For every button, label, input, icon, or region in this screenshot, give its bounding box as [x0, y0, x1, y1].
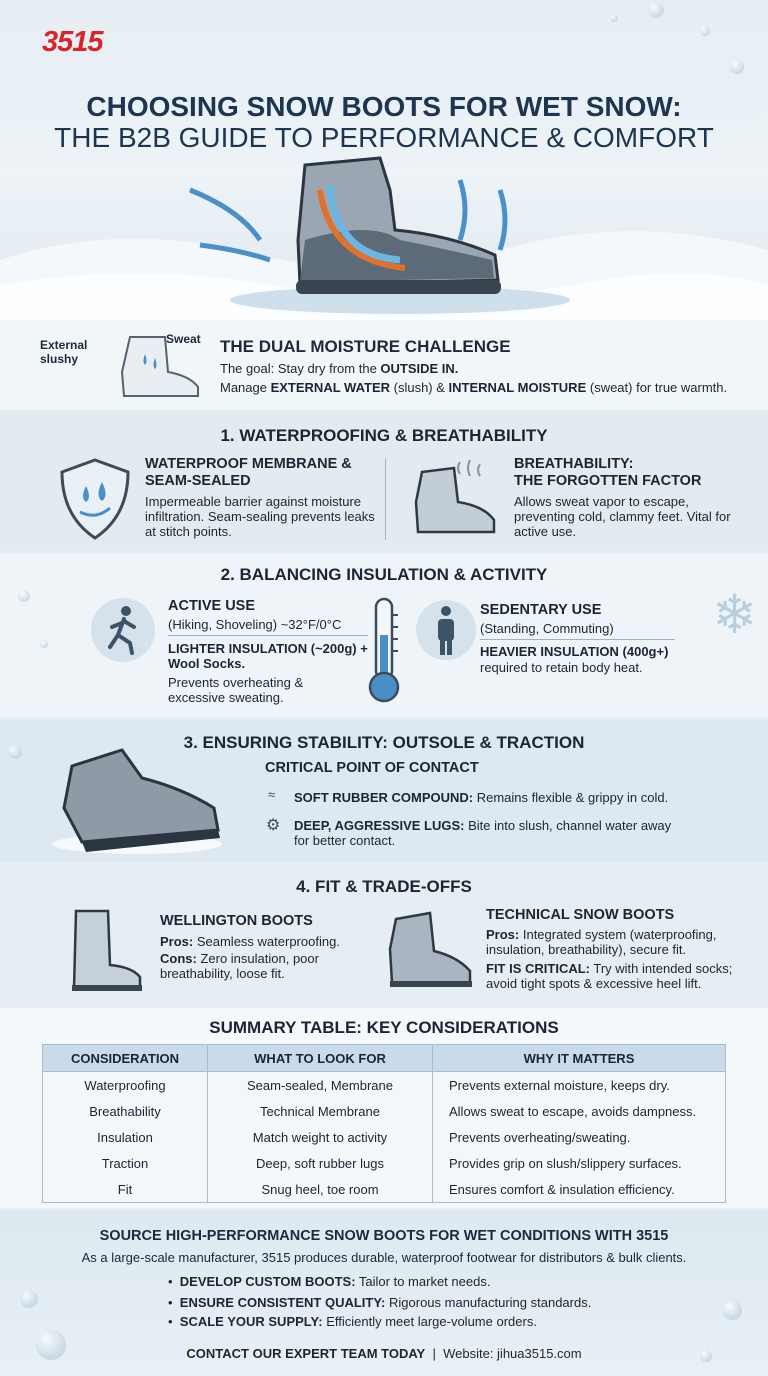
bullet-dot: • — [168, 1274, 180, 1289]
table-cell: Ensures comfort & insulation efficiency. — [433, 1176, 726, 1203]
bullet-3-text: Efficiently meet large-volume orders. — [322, 1314, 537, 1329]
breathability-text: Allows sweat vapor to escape, preventing cold, clammy feet. Vital for active use. — [514, 494, 731, 539]
table-cell: Allows sweat to escape, avoids dampness. — [433, 1098, 726, 1124]
bullet-dot: • — [168, 1295, 180, 1310]
sedentary-text: required to retain body heat. — [480, 660, 643, 675]
bullet-1-text: Tailor to market needs. — [355, 1274, 491, 1289]
sedentary-divider — [480, 639, 675, 640]
water-droplet — [610, 14, 618, 22]
lugs-text: Bite into slush, channel water away — [464, 818, 672, 833]
lugs-bold: DEEP, AGGRESSIVE LUGS: — [294, 818, 465, 833]
active-divider — [168, 635, 368, 636]
sedentary-insulation: HEAVIER INSULATION (400g+) — [480, 644, 669, 659]
water-droplet — [648, 2, 664, 18]
waterproof-membrane-title: WATERPROOF MEMBRANE & SEAM-SEALED — [145, 456, 352, 489]
manage-b: EXTERNAL WATER — [270, 380, 391, 395]
external-slushy-label: External slushy — [40, 338, 88, 366]
section-insulation — [0, 553, 768, 717]
breathability-title-1: BREATHABILITY: — [514, 456, 634, 472]
lugs-gear-icon: ⚙ — [266, 817, 281, 834]
contact-line — [0, 1346, 768, 1361]
table-cell: Fit — [43, 1176, 208, 1203]
wellington-cons-label: Cons: — [160, 951, 197, 966]
column-header: CONSIDERATION — [43, 1045, 208, 1072]
active-use-sub: (Hiking, Shoveling) ~32°F/0°C — [168, 617, 342, 632]
cta-bullet-3 — [168, 1314, 537, 1329]
critical-contact-subheading: CRITICAL POINT OF CONTACT — [265, 760, 479, 776]
boot-outsole-icon — [42, 738, 232, 858]
cta-section — [0, 1210, 768, 1376]
section1-heading: 1. WATERPROOFING & BREATHABILITY — [220, 426, 548, 445]
table-cell: Traction — [43, 1150, 208, 1176]
sweat-label: Sweat — [166, 332, 201, 346]
rubber-compound-bold: SOFT RUBBER COMPOUND: — [294, 790, 474, 805]
manage-a: Manage — [220, 380, 271, 395]
column-header: WHY IT MATTERS — [433, 1045, 726, 1072]
table-row — [43, 1098, 726, 1124]
active-insulation: LIGHTER INSULATION (~200g) + Wool Socks. — [168, 641, 368, 671]
technical-pros-text: Integrated system (waterproofing, insulation, breathability), secure fit. — [486, 927, 717, 957]
bullet-3-bold: SCALE YOUR SUPPLY: — [179, 1314, 323, 1329]
rubber-compound-text: Remains flexible & grippy in cold. — [473, 790, 669, 805]
airflow-arrows-icon — [170, 170, 610, 280]
section-traction — [0, 720, 768, 862]
technical-boot-icon — [384, 907, 476, 993]
section3-heading: 3. ENSURING STABILITY: OUTSOLE & TRACTION — [183, 733, 585, 752]
active-use-title: ACTIVE USE — [168, 598, 256, 614]
breathable-boot-icon — [410, 458, 502, 540]
table-row — [43, 1072, 726, 1099]
summary-heading: SUMMARY TABLE: KEY CONSIDERATIONS — [209, 1018, 559, 1037]
table-cell: Insulation — [43, 1124, 208, 1150]
bullet-2-text: Rigorous manufacturing standards. — [385, 1295, 592, 1310]
water-droplet — [8, 745, 22, 759]
cta-bullet-1 — [168, 1274, 490, 1289]
technical-pros-label: Pros: — [486, 927, 520, 942]
technical-pros — [486, 927, 741, 957]
website-link[interactable]: Website: jihua3515.com — [443, 1346, 582, 1361]
shield-drop-icon — [56, 456, 134, 542]
table-row — [43, 1176, 726, 1203]
active-text: Prevents overheating & excessive sweating. — [168, 675, 304, 705]
section-fit — [0, 865, 768, 1005]
section4-heading: 4. FIT & TRADE-OFFS — [296, 877, 472, 896]
water-droplet — [700, 26, 710, 36]
page-title-line-2: THE B2B GUIDE TO PERFORMANCE & COMFORT — [54, 122, 714, 153]
technical-fit-text: Try with intended socks; avoid tight spots & excessive heel lift. — [486, 961, 733, 991]
water-droplet — [730, 60, 744, 74]
summary-table — [42, 1044, 726, 1203]
goal-text — [220, 361, 458, 376]
wellington-boot-icon — [66, 905, 146, 995]
technical-fit-label: FIT IS CRITICAL: — [486, 961, 590, 976]
water-droplet — [700, 1350, 712, 1362]
wellington-pros-label: Pros: — [160, 934, 194, 949]
table-cell: Prevents external moisture, keeps dry. — [433, 1072, 726, 1099]
cta-bullet-2 — [168, 1295, 591, 1310]
water-droplet — [18, 590, 30, 602]
standing-person-icon — [416, 597, 476, 663]
contact-cta-link[interactable]: CONTACT OUR EXPERT TEAM TODAY — [186, 1346, 426, 1361]
contact-divider: | — [432, 1346, 436, 1361]
table-cell: Provides grip on slush/slippery surfaces. — [433, 1150, 726, 1176]
water-droplet — [36, 1330, 66, 1360]
dual-moisture-heading: THE DUAL MOISTURE CHALLENGE — [220, 337, 511, 356]
brand-logo[interactable]: 3515 — [42, 26, 103, 58]
table-cell: Match weight to activity — [208, 1124, 433, 1150]
hero — [0, 0, 768, 320]
page-title-line-1: CHOOSING SNOW BOOTS FOR WET SNOW: — [86, 91, 682, 122]
table-cell: Deep, soft rubber lugs — [208, 1150, 433, 1176]
wellington-title: WELLINGTON BOOTS — [160, 913, 313, 929]
snowflake-icon: ❄ — [712, 585, 758, 645]
table-cell: Prevents overheating/sweating. — [433, 1124, 726, 1150]
sedentary-use-sub: (Standing, Commuting) — [480, 621, 614, 636]
table-cell: Snug heel, toe room — [208, 1176, 433, 1203]
sedentary-use-title: SEDENTARY USE — [480, 602, 602, 618]
lugs-text-2: for better contact. — [294, 833, 396, 848]
technical-title: TECHNICAL SNOW BOOTS — [486, 907, 675, 923]
column-header: WHAT TO LOOK FOR — [208, 1045, 433, 1072]
goal-prefix: The goal: Stay dry from the — [220, 361, 381, 376]
wellington-cons — [160, 951, 370, 981]
thermometer-icon — [362, 595, 406, 705]
breathability-title-2: THE FORGOTTEN FACTOR — [514, 473, 702, 489]
manage-text — [220, 380, 727, 395]
water-droplet — [722, 1300, 742, 1320]
summary-header-row — [43, 1045, 726, 1072]
rubber-compound-icon: ≈ — [268, 787, 276, 802]
dual-moisture-section — [0, 320, 768, 410]
table-cell: Breathability — [43, 1098, 208, 1124]
technical-fit — [486, 961, 741, 991]
bullet-dot: • — [168, 1314, 180, 1329]
bullet-1-bold: DEVELOP CUSTOM BOOTS: — [179, 1274, 356, 1289]
section1-divider — [385, 458, 386, 540]
table-cell: Technical Membrane — [208, 1098, 433, 1124]
lugs-item — [294, 818, 724, 848]
section2-heading: 2. BALANCING INSULATION & ACTIVITY — [220, 565, 548, 584]
wellington-cons-text: Zero insulation, poor breathability, loose fit. — [160, 951, 319, 981]
wellington-pros — [160, 934, 340, 949]
goal-bold: OUTSIDE IN. — [380, 361, 459, 376]
table-row — [43, 1150, 726, 1176]
rubber-compound-item — [294, 790, 724, 805]
manage-e: (sweat) for true warmth. — [586, 380, 728, 395]
manage-c: (slush) & — [390, 380, 449, 395]
section-waterproofing — [0, 414, 768, 550]
table-cell: Waterproofing — [43, 1072, 208, 1099]
table-cell: Seam-sealed, Membrane — [208, 1072, 433, 1099]
water-droplet — [20, 1290, 38, 1308]
manage-d: INTERNAL MOISTURE — [448, 380, 587, 395]
table-row — [43, 1124, 726, 1150]
cta-intro: As a large-scale manufacturer, 3515 produces durable, waterproof footwear for distributors & bulk clients. — [81, 1250, 687, 1265]
wellington-pros-text: Seamless waterproofing. — [193, 934, 340, 949]
waterproof-membrane-text: Impermeable barrier against moisture infiltration. Seam-sealing prevents leaks at stitch points. — [145, 494, 375, 539]
running-person-icon — [90, 597, 156, 663]
cta-heading: SOURCE HIGH-PERFORMANCE SNOW BOOTS FOR WET CONDITIONS WITH 3515 — [99, 1228, 669, 1244]
bullet-2-bold: ENSURE CONSISTENT QUALITY: — [179, 1295, 386, 1310]
water-droplet — [40, 640, 48, 648]
